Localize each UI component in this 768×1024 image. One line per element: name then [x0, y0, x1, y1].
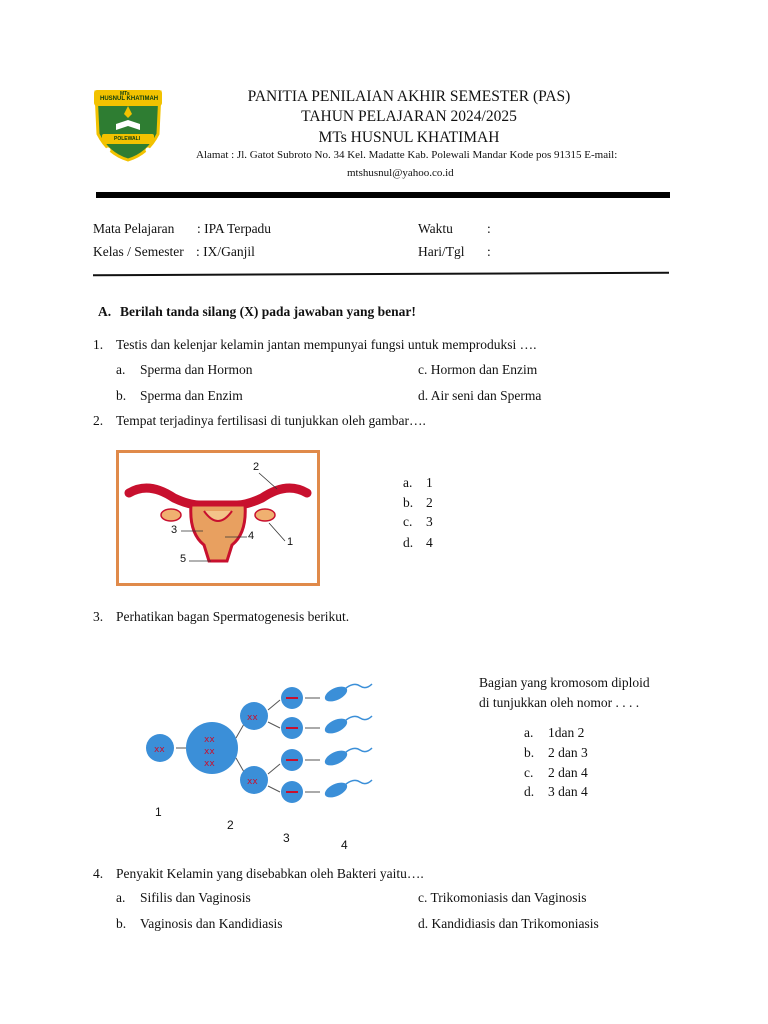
uterus-label-3: 3 — [171, 524, 178, 536]
svg-text:xx: xx — [204, 759, 215, 769]
day-value: : — [487, 244, 491, 259]
class-label: Kelas / Semester — [93, 244, 184, 259]
q1-option-b[interactable]: Sperma dan Enzim — [140, 388, 243, 403]
q1-option-a[interactable]: Sperma dan Hormon — [140, 362, 253, 377]
q1-number: 1. — [93, 337, 104, 352]
header-email: mtshusnul@yahoo.co.id — [347, 167, 454, 179]
q4-option-a[interactable]: Sifilis dan Vaginosis — [140, 890, 251, 905]
time-label: Waktu — [418, 221, 453, 236]
q4-option-b[interactable]: Vaginosis dan Kandidiasis — [140, 916, 283, 931]
q4-option-d[interactable]: d. Kandidiasis dan Trikomoniasis — [418, 916, 599, 931]
svg-text:xx: xx — [247, 713, 258, 723]
section-a-letter: A. — [98, 304, 112, 319]
time-value: : — [487, 221, 491, 236]
q1-option-c[interactable]: c. Hormon dan Enzim — [418, 362, 538, 377]
q3-option-d-letter: d. — [524, 784, 535, 799]
q4-option-b-letter: b. — [116, 916, 127, 931]
logo-text-name: HUSNUL KHATIMAH — [100, 96, 159, 102]
q3-side-text-2: di tunjukkan oleh nomor . . . . — [479, 695, 640, 710]
q1-option-a-letter: a. — [116, 362, 126, 377]
spermatogenesis-number-2: 2 — [227, 818, 234, 832]
uterus-label-4: 4 — [248, 530, 255, 542]
q2-text: Tempat terjadinya fertilisasi di tunjukkan oleh gambar…. — [116, 413, 426, 428]
q3-option-a-letter: a. — [524, 725, 534, 740]
section-a-title: Berilah tanda silang (X) pada jawaban yang benar! — [120, 304, 416, 319]
q3-option-d[interactable]: 3 dan 4 — [548, 784, 588, 799]
q1-text: Testis dan kelenjar kelamin jantan mempunyai fungsi untuk memproduksi …. — [116, 337, 537, 352]
q2-option-a-letter: a. — [403, 475, 413, 490]
header-year: TAHUN PELAJARAN 2024/2025 — [301, 108, 517, 125]
q1-option-b-letter: b. — [116, 388, 127, 403]
uterus-label-2: 2 — [253, 461, 260, 473]
q2-option-a[interactable]: 1 — [426, 475, 433, 490]
q4-number: 4. — [93, 866, 104, 881]
spermatogenesis-number-4: 4 — [341, 838, 348, 852]
header-divider — [96, 192, 670, 198]
q4-text: Penyakit Kelamin yang disebabkan oleh Bakteri yaitu…. — [116, 866, 424, 881]
q2-number: 2. — [93, 413, 104, 428]
spermatogenesis-number-1: 1 — [155, 805, 162, 819]
q2-option-d-letter: d. — [403, 535, 414, 550]
header-address: Alamat : Jl. Gatot Subroto No. 34 Kel. Madatte Kab. Polewali Mandar Kode pos 91315 E-mail: — [196, 149, 618, 161]
q3-number: 3. — [93, 609, 104, 624]
q3-side-text-1: Bagian yang kromosom diploid — [479, 675, 650, 690]
q4-option-c[interactable]: c. Trikomoniasis dan Vaginosis — [418, 890, 587, 905]
uterus-figure — [116, 450, 320, 586]
subject-label: Mata Pelajaran — [93, 221, 175, 236]
svg-text:xx: xx — [204, 747, 215, 757]
q3-option-a[interactable]: 1dan 2 — [548, 725, 585, 740]
day-label: Hari/Tgl — [418, 244, 465, 259]
q2-option-c[interactable]: 3 — [426, 514, 433, 529]
header-school: MTs HUSNUL KHATIMAH — [318, 129, 500, 146]
q3-option-c[interactable]: 2 dan 4 — [548, 765, 588, 780]
header-committee: PANITIA PENILAIAN AKHIR SEMESTER (PAS) — [247, 88, 571, 105]
logo-text-mts: MTs — [120, 91, 130, 97]
q3-text: Perhatikan bagan Spermatogenesis berikut. — [116, 609, 350, 624]
spermatogenesis-figure — [140, 672, 380, 808]
logo-text-city: POLEWALI — [114, 136, 141, 142]
info-divider — [93, 272, 669, 277]
spermatogenesis-number-3: 3 — [283, 831, 290, 845]
uterus-label-1: 1 — [287, 536, 294, 548]
q2-option-d[interactable]: 4 — [426, 535, 433, 550]
class-value: : IX/Ganjil — [196, 244, 255, 259]
uterus-label-5: 5 — [180, 553, 187, 565]
q3-option-c-letter: c. — [524, 765, 534, 780]
svg-text:xx: xx — [154, 745, 165, 755]
q3-option-b-letter: b. — [524, 745, 535, 760]
q2-option-c-letter: c. — [403, 514, 413, 529]
q1-option-d[interactable]: d. Air seni dan Sperma — [418, 388, 542, 403]
q2-option-b[interactable]: 2 — [426, 495, 433, 510]
subject-value: : IPA Terpadu — [197, 221, 272, 236]
svg-text:xx: xx — [204, 735, 215, 745]
svg-text:xx: xx — [247, 777, 258, 787]
q3-option-b[interactable]: 2 dan 3 — [548, 745, 588, 760]
q4-option-a-letter: a. — [116, 890, 126, 905]
q2-option-b-letter: b. — [403, 495, 414, 510]
